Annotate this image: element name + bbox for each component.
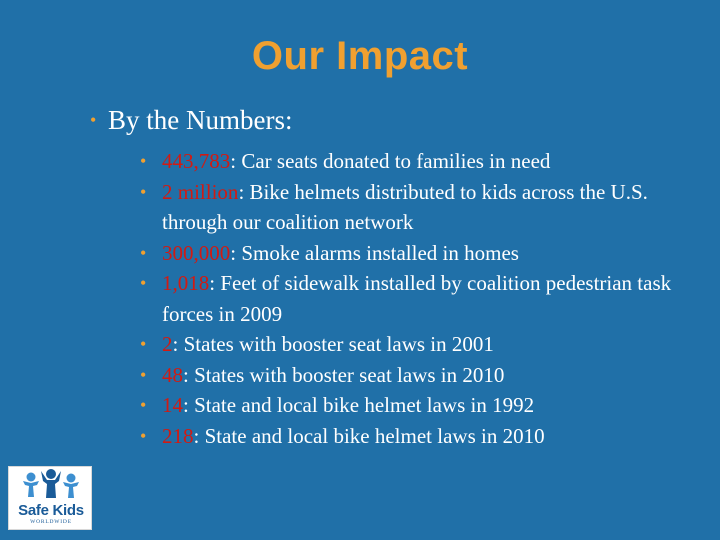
stat-text: : Car seats donated to families in need — [230, 149, 551, 173]
main-bullet-text: By the Numbers: — [108, 105, 293, 135]
bullet-icon: • — [140, 273, 147, 293]
stat-text: : Feet of sidewalk installed by coalition pedestrian task forces in 2009 — [162, 271, 672, 326]
bullet-icon: • — [140, 151, 147, 171]
stat-item — [140, 329, 702, 360]
logo-subtitle: WORLDWIDE — [30, 519, 72, 525]
stat-item — [140, 238, 702, 269]
main-bullet — [90, 104, 293, 136]
bullet-icon: • — [140, 425, 147, 446]
stat-value: 48 — [162, 362, 183, 387]
stat-text: : Bike helmets distributed to kids across the U.S. through our coalition network — [162, 179, 648, 234]
slide-title: Our Impact — [251, 34, 469, 78]
stat-value: 2 — [162, 332, 173, 356]
bullet-icon: • — [90, 110, 97, 130]
stat-item — [140, 390, 702, 421]
bullet-icon: • — [140, 395, 147, 415]
stat-value: 14 — [162, 393, 183, 417]
stat-text: : States with booster seat laws in 2010 — [183, 362, 505, 387]
stat-text: : Smoke alarms installed in homes — [230, 240, 519, 265]
bullet-icon: • — [140, 242, 147, 263]
safe-kids-logo — [8, 466, 92, 530]
stat-value: 1,018 — [162, 271, 210, 295]
kids-figures-icon — [9, 467, 93, 503]
logo-brand: Safe Kids — [18, 502, 84, 519]
stat-item — [140, 146, 702, 177]
bullet-icon: • — [140, 181, 147, 202]
stat-item — [140, 268, 702, 329]
stat-item — [140, 421, 702, 452]
stat-item — [140, 360, 702, 391]
stat-text: : States with booster seat laws in 2001 — [172, 332, 494, 356]
stats-list — [140, 146, 702, 451]
bullet-icon: • — [140, 334, 147, 354]
stat-value: 218 — [162, 423, 194, 448]
bullet-icon: • — [140, 364, 147, 385]
stat-text: : State and local bike helmet laws in 1992 — [183, 393, 535, 417]
stat-value: 300,000 — [162, 240, 231, 265]
stat-value: 443,783 — [162, 149, 231, 173]
stat-text: : State and local bike helmet laws in 2010 — [193, 423, 545, 448]
stat-value: 2 million — [162, 179, 239, 204]
stat-item — [140, 177, 702, 238]
